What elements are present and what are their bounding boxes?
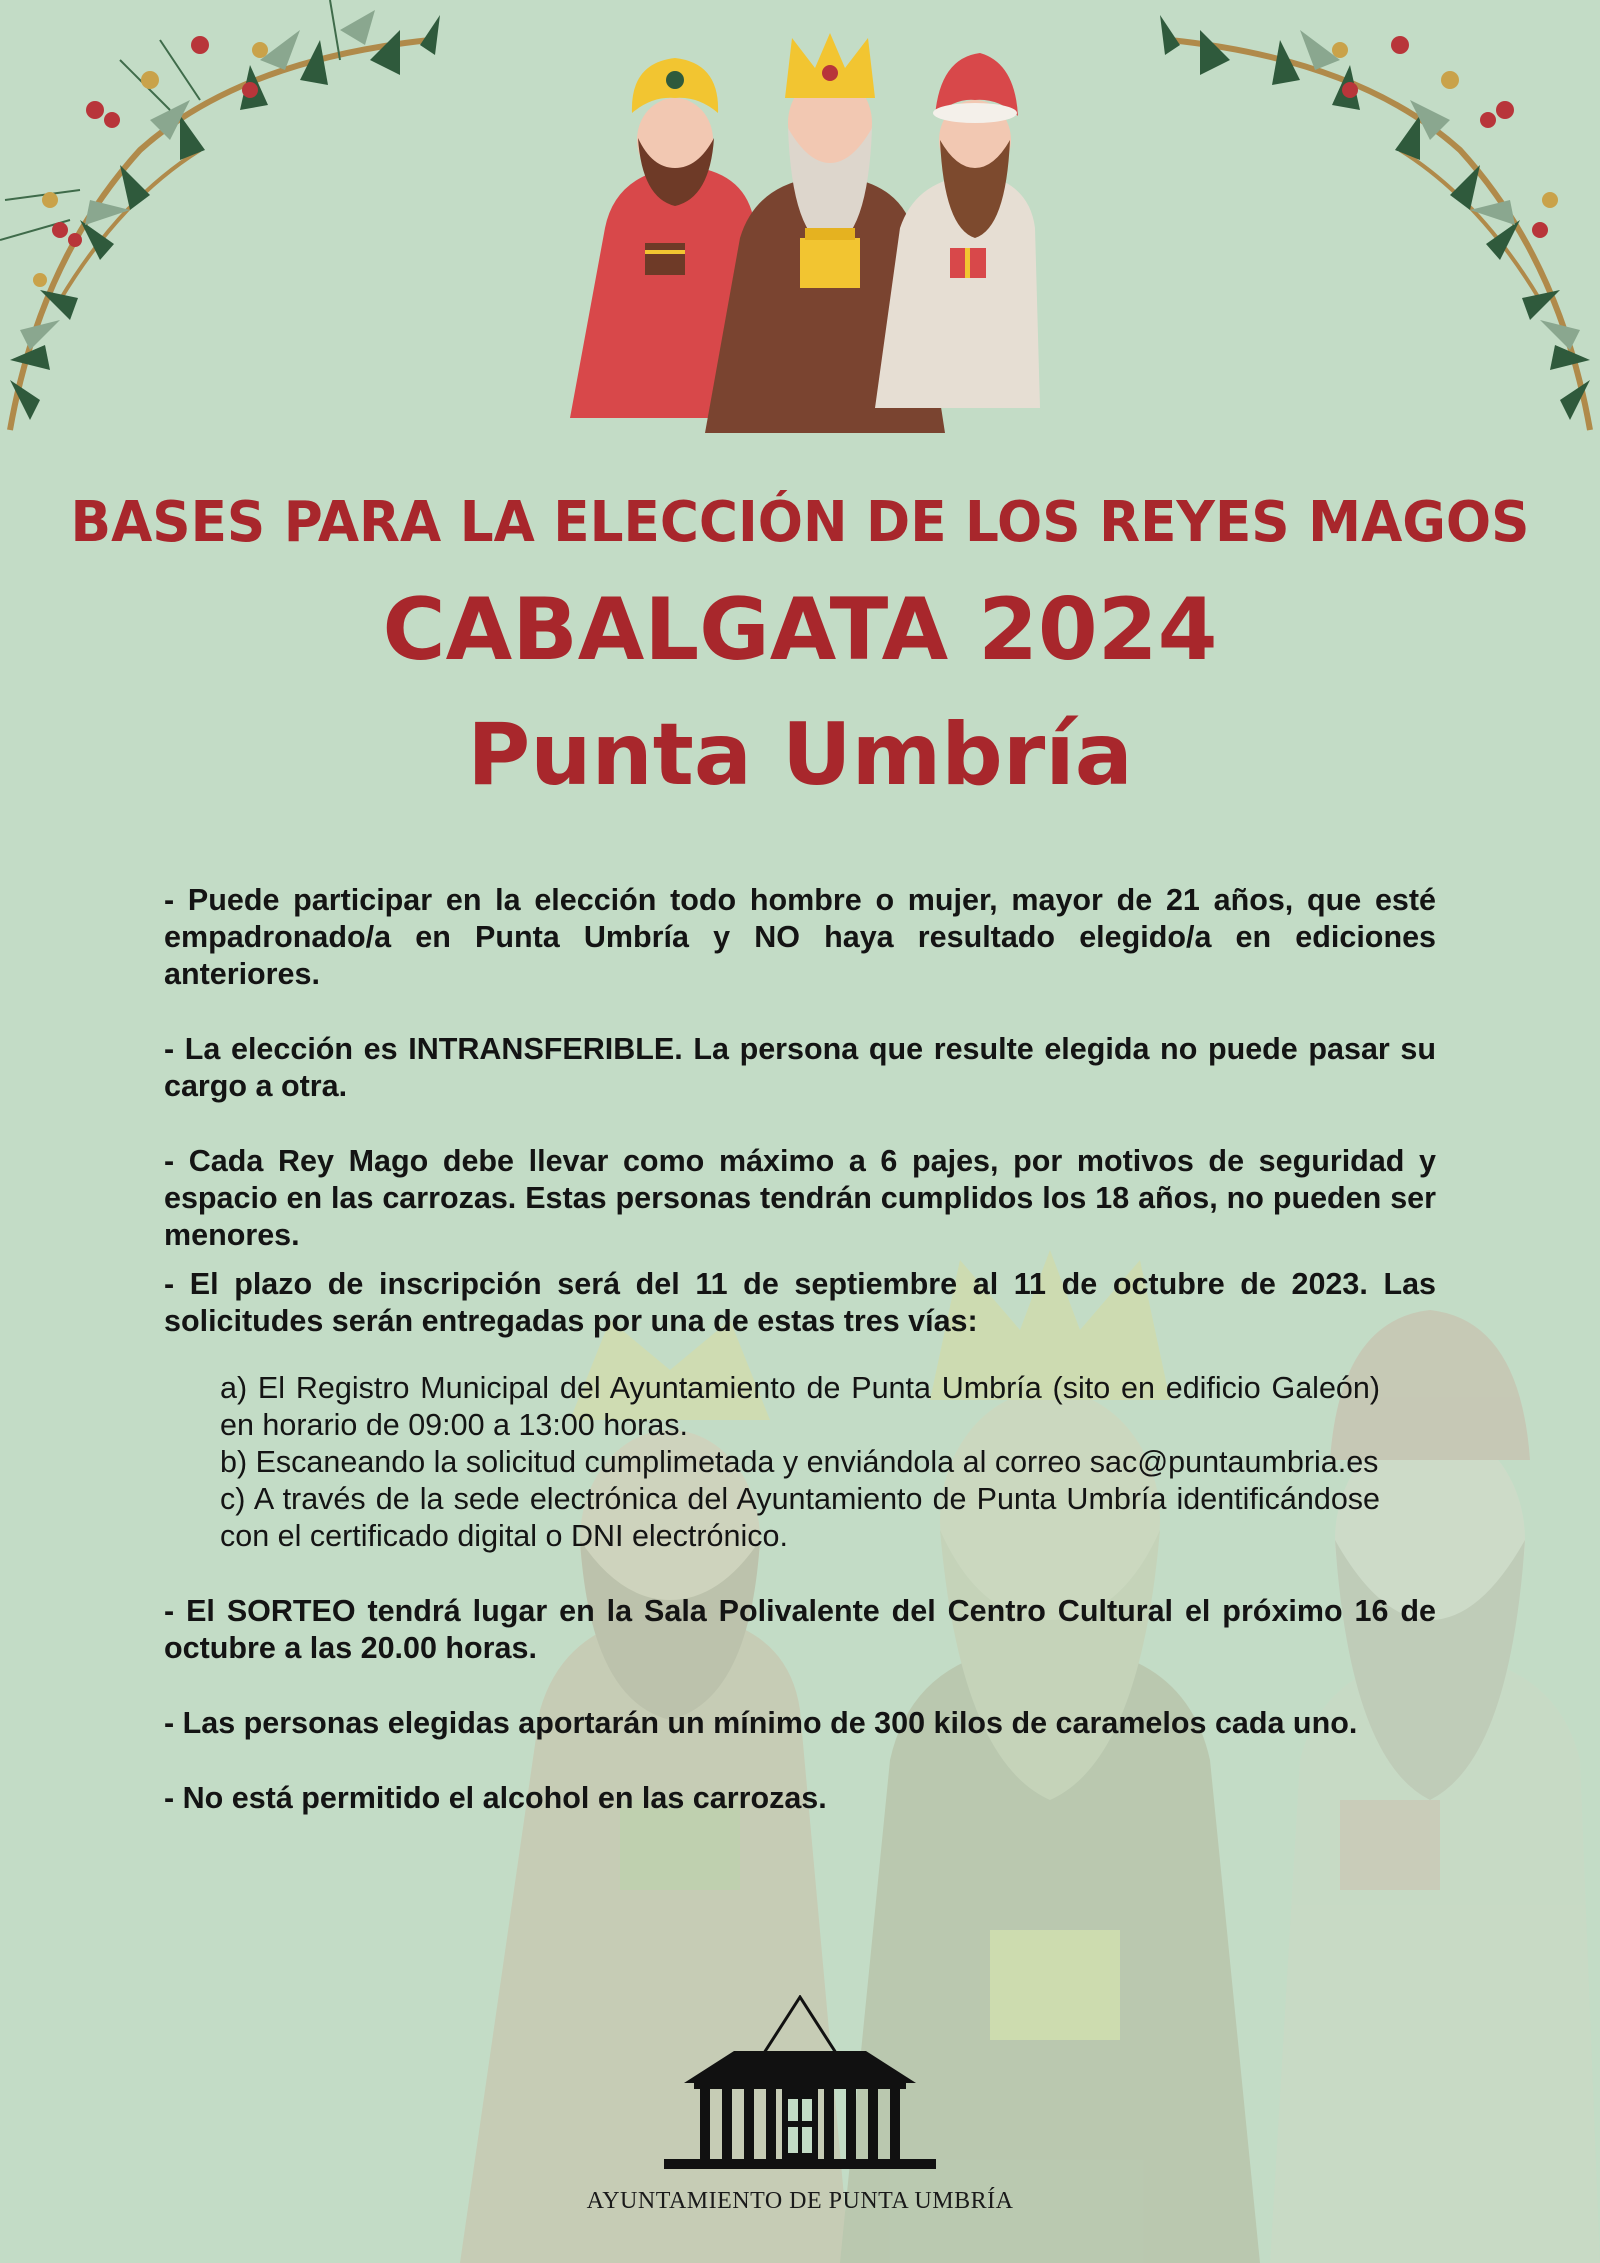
town-hall-logo xyxy=(664,1995,936,2175)
town-hall-logo-text: AYUNTAMIENTO DE PUNTA UMBRÍA xyxy=(586,2188,1014,2214)
town-name: Punta Umbría xyxy=(467,705,1133,805)
three-kings-illustration xyxy=(560,28,1040,448)
rule-alcohol: - No está permitido el alcohol en las carrozas. xyxy=(164,1781,827,1815)
submission-way-b: b) Escaneando la solicitud cumplimetada y enviándola al correo sac@puntaumbria.es xyxy=(220,1445,1379,1479)
christmas-garland-right xyxy=(1160,0,1600,450)
submission-ways-list xyxy=(220,1370,1380,1555)
christmas-garland-left xyxy=(0,0,440,450)
rule-pages: - Cada Rey Mago debe llevar como máximo a 6 pajes, por motivos de seguridad y espacio en las carrozas. Estas personas tendrán cumplidos los 18 años, no pueden ser menores. xyxy=(164,1144,1436,1252)
rule-eligibility: - Puede participar en la elección todo hombre o mujer, mayor de 21 años, que esté empadronado/a en Punta Umbría y NO haya resultado elegido/a en ediciones anteriores. xyxy=(164,883,1436,991)
event-title: CABALGATA 2024 xyxy=(382,580,1218,680)
submission-way-a: a) El Registro Municipal del Ayuntamiento de Punta Umbría (sito en edificio Galeón) en horario de 09:00 a 13:00 horas. xyxy=(220,1371,1380,1442)
rule-draw: - El SORTEO tendrá lugar en la Sala Polivalente del Centro Cultural el próximo 16 de octubre a las 20.00 horas. xyxy=(164,1594,1436,1665)
rule-candy: - Las personas elegidas aportarán un mínimo de 300 kilos de caramelos cada uno. xyxy=(164,1706,1358,1740)
rules-content xyxy=(164,882,1436,1855)
rule-registration: - El plazo de inscripción será del 11 de septiembre al 11 de octubre de 2023. Las solicitudes serán entregadas por una de estas tres vías: xyxy=(164,1267,1436,1338)
poster-title: BASES PARA LA ELECCIÓN DE LOS REYES MAGOS xyxy=(70,490,1530,555)
rule-intransferible: - La elección es INTRANSFERIBLE. La persona que resulte elegida no puede pasar su cargo a otra. xyxy=(164,1032,1436,1103)
submission-way-c: c) A través de la sede electrónica del Ayuntamiento de Punta Umbría identificándose con el certificado digital o DNI electrónico. xyxy=(220,1482,1380,1553)
